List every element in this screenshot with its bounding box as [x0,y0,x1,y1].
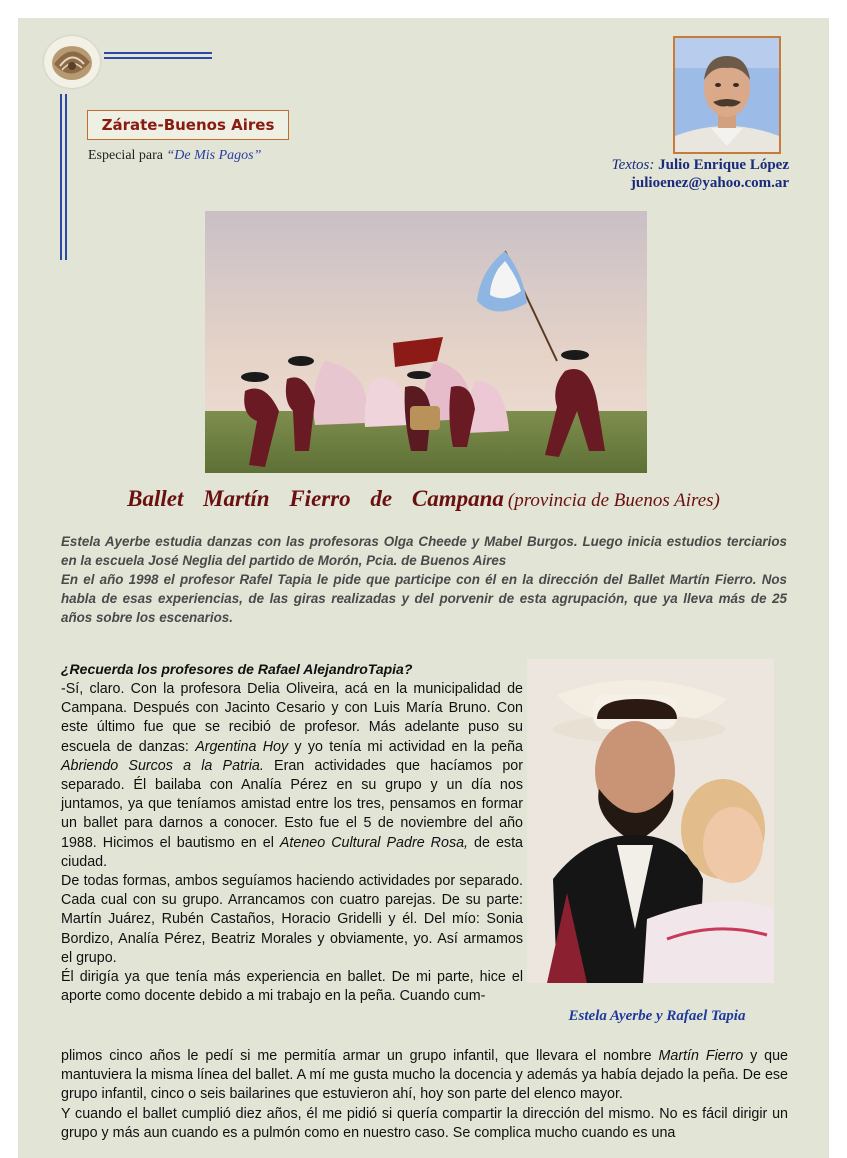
publication-name: “De Mis Pagos” [166,148,262,163]
venue-name: Ateneo Cultural Padre Rosa, [279,834,469,851]
location-label: Zárate-Buenos Aires [101,116,275,134]
credits [612,156,789,192]
title-main: Ballet Martín Fierro de Campana [127,486,504,511]
article-intro [61,532,787,627]
author-email: julioenez@yahoo.com.ar [630,175,789,191]
answer-text: plimos cinco años le pedí si me permitía armar un grupo infantil, que llevara el nombre [61,1048,659,1064]
texts-label: Textos: [611,157,655,173]
answer-paragraph: De todas formas, ambos seguíamos haciendo actividades por separado. Cada cual con su grupo. Arrancamos con cuatro parejas. De su parte: Martín Juárez, Rubén Castaños, Horacio Gridelli y él. Del mío: Sonia Bordizo, Analía Pérez, Beatriz Morales y obviamente, yo. Así armamos el grupo. [61,873,523,966]
author-photo [673,36,781,154]
couple-photo [527,659,774,983]
special-for-line [88,148,261,164]
school-name: Argentina Hoy [195,738,289,755]
answer-text: y yo tenía mi actividad en la peña [288,738,523,755]
answer-text: Eran actividades que hacíamos por separado. Él bailaba con Analía Pérez en su grupo y un día nos juntamos, ya que teníamos amistad entre los tres, pensamos en formar un ballet para darnos a conocer. Esto fue el 5 de noviembre del año 1988. Hicimos el bautismo en el [61,757,523,851]
page [18,18,829,1158]
author-name: Julio Enrique López [658,157,789,173]
decorative-line [104,57,212,59]
article-title [18,486,829,512]
intro-paragraph: En el año 1998 el profesor Rafel Tapia le pide que participe con él en la dirección del Ballet Martín Fierro. Nos habla de esas experiencias, de las giras realizadas y del porvenir de esta agrupación, que ya lleva más de 25 años sobre los escenarios. [61,572,787,625]
answer-column [61,680,523,1006]
title-sub: (provincia de Buenos Aires) [507,490,720,511]
special-prefix: Especial para [88,148,164,163]
answer-paragraph [61,680,523,872]
answer-paragraph [61,1047,788,1105]
photo-caption: Estela Ayerbe y Rafael Tapia [568,1008,746,1024]
answer-continuation [61,1047,788,1143]
intro-paragraph: Estela Ayerbe estudia danzas con las profesoras Olga Cheede y Mabel Burgos. Luego inicia estudios terciarios en la escuela José Neglia del partido de Morón, Pcia. de Buenos Aires [61,534,787,568]
location-box [87,110,289,140]
decorative-line [65,94,67,260]
author-email-line [612,174,789,192]
pena-name: Abriendo Surcos a la Patria. [61,757,264,774]
group-name: Martín Fierro [658,1048,744,1064]
answer-text: -Sí, claro. Con la profesora Delia Oliveira, acá en la municipalidad de Campana. Después con Jacinto Cesario y con Luis María Bruno. Con este último fue que se recibió de profesor. Más adelante puso su escuela de danzas: [61,681,523,755]
decorative-line [60,94,62,260]
interview-question: ¿Recuerda los profesores de Rafael AlejandroTapia? [61,661,413,677]
decorative-line [104,52,212,54]
answer-text: y que mantuviera la misma línea del ballet. A mí me gusta mucho la docencia y además ya había dejado la peña. De ese grupo infantil, cinco o seis bailarines que estuvieron ahí, hoy son parte del elenco mayor. [61,1048,788,1103]
answer-paragraph: Él dirigía ya que tenía más experiencia en ballet. De mi parte, hice el aporte como docente debido a mi trabajo en la peña. Cuando cum- [61,969,523,1005]
author-line [612,156,789,174]
ballet-hero-photo [205,211,647,473]
answer-text: de esta ciudad. [61,834,523,870]
answer-paragraph: Y cuando el ballet cumplió diez años, él me pidió si quería compartir la dirección del mismo. No es fácil dirigir un grupo y más aun cuando es a pulmón como en nuestro caso. Se complica mucho cuando es una [61,1105,788,1141]
shell-logo [44,36,100,88]
